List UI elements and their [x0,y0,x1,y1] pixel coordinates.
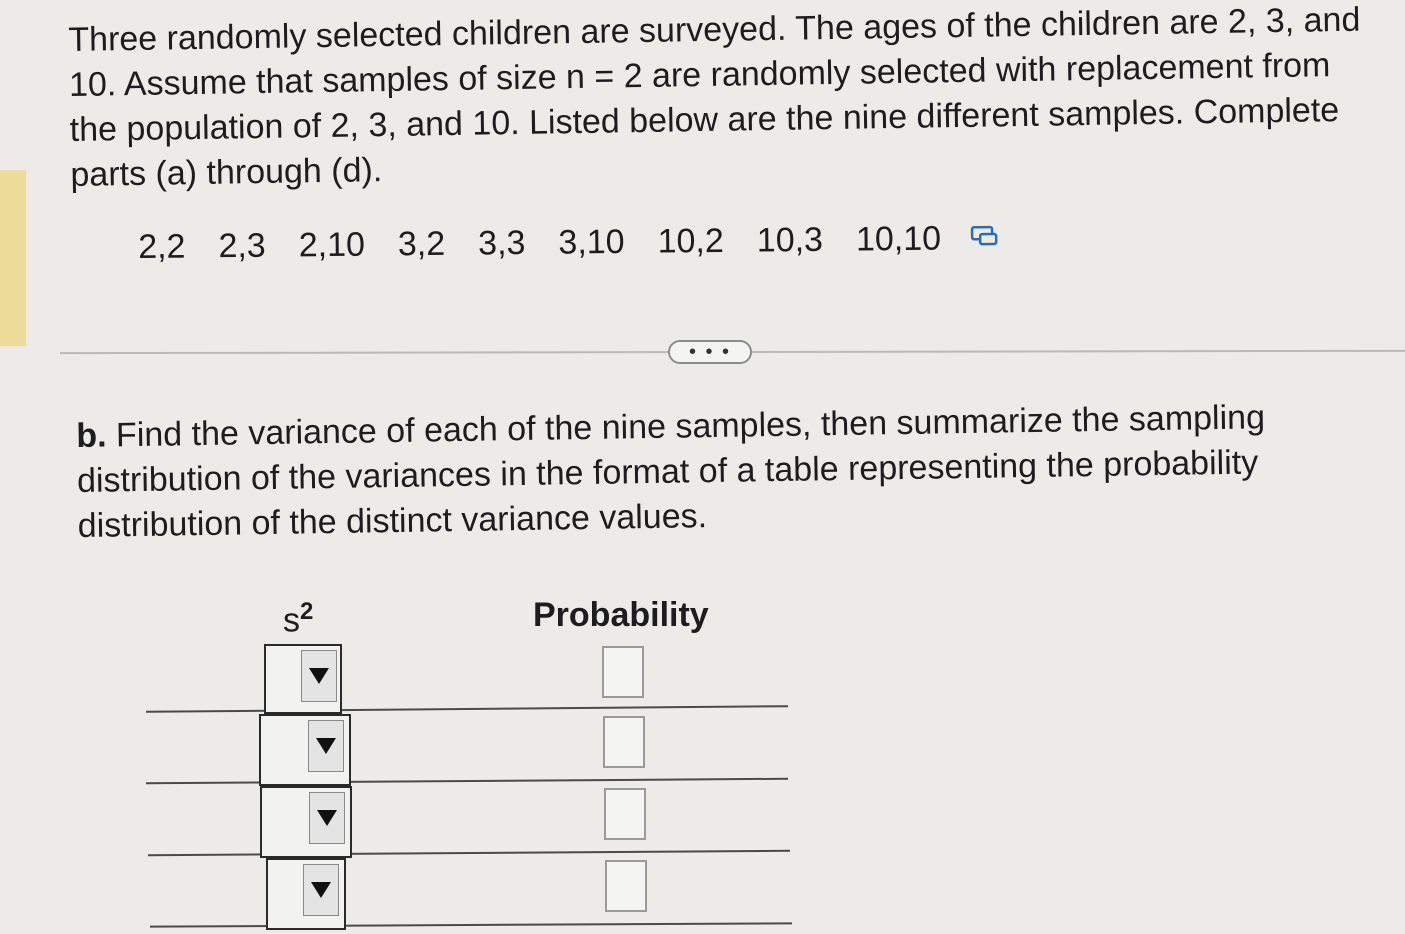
dropdown-arrow-icon[interactable] [308,720,344,772]
sample-item: 10,2 [657,221,724,261]
table-row-divider [150,922,792,927]
sample-item: 2,10 [298,225,366,265]
sample-item: 2,2 [138,227,186,266]
sample-item: 10,3 [756,220,824,260]
sample-item: 3,3 [477,223,526,263]
question-text: Three randomly selected children are surveyed. The ages of the children are 2, 3, and 10. Assume that samples of size n = 2 are randomly selected with replacement from the population of 2, 3, and 10. Listed below are the nine different samples. Complete parts (a) through (d). [68,0,1361,194]
probability-input-row-4[interactable] [605,860,647,912]
left-accent-bar [0,170,26,346]
table-row-divider [148,850,790,856]
sample-item: 3,10 [558,222,625,262]
sample-item: 10,10 [855,219,942,259]
probability-input-row-2[interactable] [603,716,645,768]
sample-item: 3,2 [397,224,446,264]
samples-list [138,219,1000,267]
dropdown-arrow-icon[interactable] [301,650,337,702]
part-b-label: b. [76,416,107,455]
show-more-button[interactable]: • • • [668,340,752,364]
probability-input-row-1[interactable] [602,646,644,698]
table-row-divider [146,778,788,784]
copy-icon[interactable] [974,219,1000,258]
table-row-divider [146,705,788,713]
s2-column-header: $s^2$ [283,598,314,640]
probability-column-header: Probability [533,596,709,634]
dropdown-arrow-icon[interactable] [309,792,345,844]
part-b-prompt [76,394,1338,549]
sample-item: 2,3 [218,226,266,266]
probability-input-row-3[interactable] [604,788,646,840]
part-b-text: Find the variance of each of the nine samples, then summarize the sampling distribution of the variances in the format of a table representing the probability distribution of the distinct variance values. [76,398,1266,545]
dropdown-arrow-icon[interactable] [303,864,339,916]
